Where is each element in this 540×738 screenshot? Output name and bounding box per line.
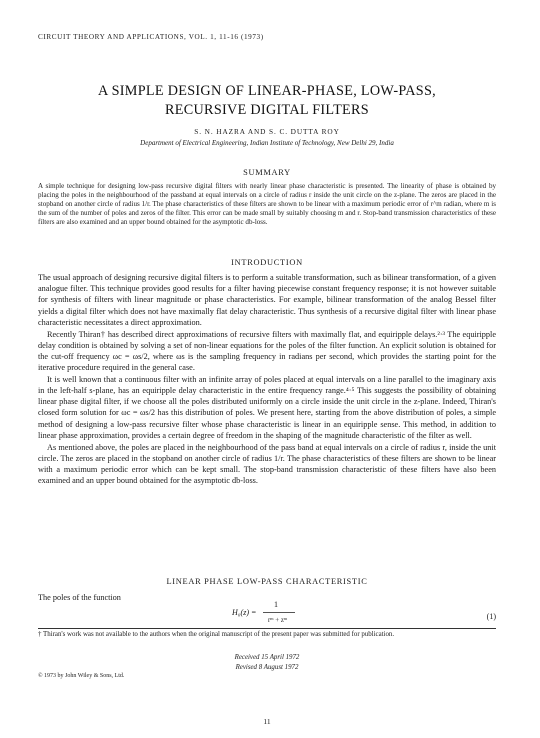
equation-1 [232, 600, 322, 630]
footnote: † Thiran's work was not available to the authors when the original manuscript of the present paper was submitted for publication. [38, 631, 395, 638]
paper-title [38, 82, 496, 120]
summary-heading: SUMMARY [243, 168, 291, 177]
received-dates [38, 653, 496, 672]
section-heading-linear-phase: LINEAR PHASE LOW-PASS CHARACTERISTIC [166, 577, 368, 586]
summary-text: A simple technique for designing low-pass recursive digital filters with nearly linear phase characteristic is presented. The linearity of phase is obtained by placing the poles in the neighbourhood of the passband at equal intervals on a circle of radius r inside the unit circle on the z-plane. The zeros are placed in the stopband on another circle of radius 1/r. The phase characteristics of these filters are shown to be linear with a maximum periodic error of r^m radian, where m is the sum of the number of poles and zeros of the filter. This error can be made small by suitably choosing m and r. Stop-band transmission characteristics of these filters are also examined and an upper bound obtained for the asymptotic db-loss. [38, 182, 496, 226]
received-date: Received 15 April 1972 [234, 654, 300, 661]
fraction-bar [263, 612, 295, 613]
intro-paragraph-1: The usual approach of designing recursive digital filters is to perform a suitable transformation, such as bilinear transformation, of a given analogue filter. This technique provides good results for a filter having piecewise constant frequency response; it is not however suitable for synthesis of filters with linear magnitude or phase characteristics. For example, bilinear transformation of the analog Bessel filter yields a digital filter which does not have maximally flat delay characteristic. Thus synthesis of a recursive digital filter with linear phase characteristic necessitates a direct approximation. [38, 273, 496, 327]
copyright-notice: © 1973 by John Wiley & Sons, Ltd. [38, 673, 125, 679]
equation-intro: The poles of the function [38, 593, 121, 602]
equation-denominator: rᵐ + zᵐ [268, 617, 288, 624]
title-line-2: RECURSIVE DIGITAL FILTERS [165, 102, 369, 118]
equation-lhs: H₀(z) = [232, 608, 257, 617]
footnote-divider [38, 628, 496, 629]
equation-numerator: 1 [274, 600, 278, 609]
authors: S. N. HAZRA AND S. C. DUTTA ROY [194, 127, 340, 136]
introduction-heading: INTRODUCTION [231, 258, 303, 267]
running-head: CIRCUIT THEORY AND APPLICATIONS, VOL. 1, 11-16 (1973) [38, 33, 264, 41]
intro-paragraph-2: Recently Thiran† has described direct approximations of recursive filters with maximally flat, and equiripple delays.²·³ The equiripple delay condition is obtained by solving a set of non-linear equations for the poles of the filter function. An explicit solution is obtained for the cut-off frequency ωc = ωs/2, where ωs is the sampling frequency in radians per second, which provides the starting point for the iterative procedure required in the general case. [38, 329, 496, 373]
title-line-1: A SIMPLE DESIGN OF LINEAR-PHASE, LOW-PASS, [97, 83, 437, 99]
affiliation: Department of Electrical Engineering, Indian Institute of Technology, New Delhi 29, India [140, 139, 394, 147]
intro-paragraph-3: It is well known that a continuous filter with an infinite array of poles placed at equal intervals on a line parallel to the imaginary axis in the left-half s-plane, has an equiripple delay characteristic in the entire frequency range.⁴·⁵ This suggests the possibility of obtaining linear phase digital filter, if we choose all the poles distributed uniformly on a circle inside the unit circle in the z-plane. Indeed, Thiran's closed form solution for ωc = ωs/2 has this distribution of poles. We present here, starting from the above distribution of poles, a simple method of designing a low-pass recursive filter whose phase characteristic is linear in an equiripple sense. This method, in addition to linear phase approximation, provides a certain degree of freedom in the shaping of the magnitude characteristic of the filter as well. [38, 374, 496, 440]
introduction-body [38, 272, 496, 487]
revised-date: Revised 8 August 1972 [235, 663, 299, 671]
intro-paragraph-4: As mentioned above, the poles are placed in the neighbourhood of the pass band at equal intervals on a circle of radius r, inside the unit circle. The zeros are placed in the stopband on another circle of radius 1/r. The phase characteristics of these filters are shown to be linear with a maximum periodic error which can be kept small. The stop-band transmission characteristic of these filters have also been examined and an upper bound obtained for the asymptotic db-loss. [38, 442, 496, 486]
page-number: 11 [263, 717, 271, 726]
equation-number: (1) [486, 612, 496, 621]
